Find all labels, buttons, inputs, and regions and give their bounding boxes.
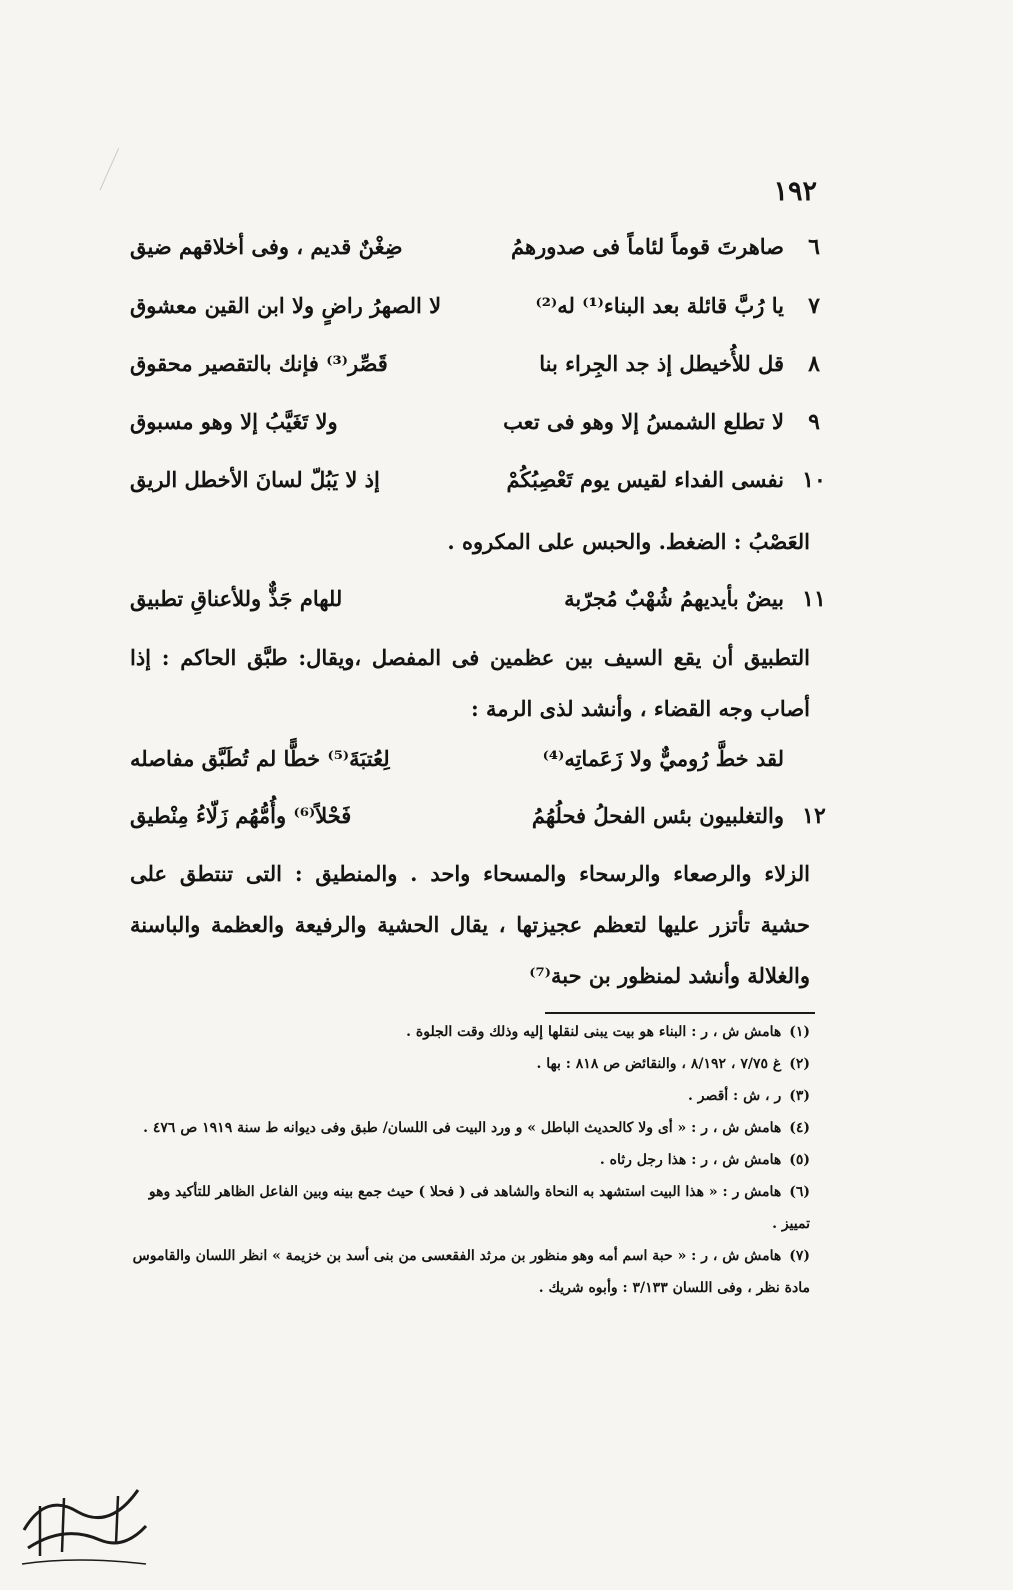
verse-second-hemistich: ولا تَغَيَّبُ إلا وهو مسبوق [130,409,338,434]
verse-number: ١١ [802,586,826,612]
verse-second-hemistich: قَصِّر⁽³⁾ فإنك بالتقصير محقوق [130,351,388,376]
verse-second-hemistich: لا الصهرُ راضٍ ولا ابن القين معشوق [130,293,442,318]
verse-first-hemistich: قل للأُخيطل إذ جد الجِراء بنا [539,351,784,376]
verse-number: ٨ [808,351,820,377]
verse-first-hemistich: بيضٌ بأيديهمُ شُهْبٌ مُجرّبة [564,586,784,611]
footnote-text: غ ٧/٧٥ ، ٨/١٩٢ ، والنقائض ص ٨١٨ : بها . [536,1056,782,1072]
footnote [130,1112,810,1144]
scan-mark [99,148,135,198]
verse-second-hemistich: ضِغْنٌ قديم ، وفى أخلاقهم ضيق [130,234,403,259]
verse-first-hemistich: يا رُبَّ قائلة بعد البناء⁽¹⁾ له⁽²⁾ [535,293,784,318]
verse-first-hemistich: صاهرتَ قوماً لئاماً فى صدورهمُ [511,234,784,259]
footnote [130,1016,810,1048]
gloss-asb: العَصْبُ : الضغط. والحبس على المكروه . [447,529,810,554]
footnote-marker: (٣) [789,1088,810,1104]
footnote-marker: (٥) [789,1152,810,1168]
footnote-text: هامش ش ، ر : البناء هو بيت يبنى لنقلها إليه وذلك وقت الجلوة . [406,1024,782,1040]
verse-line [130,580,830,632]
verse-number: ١٠ [802,467,826,493]
footnote-text: هامش ش ، ر : « حبة اسم أمه وهو منظور بن مرثد الفقعسى من بنى أسد بن خزيمة » انظر اللسان والقاموس مادة نظر ، وفى اللسان ٣/١٣٣ : وأبوه شريك . [132,1248,810,1296]
verse-first-hemistich: والتغلبيون بئس الفحلُ فحلُهُمُ [531,803,784,828]
verse-second-hemistich: لِعُتبَةَ⁽⁵⁾ خطًّا لم تُطَبَّق مفاصله [130,746,390,771]
page-number: ١٩٢ [773,176,817,207]
verse-line [130,287,830,339]
verse-line [130,461,830,513]
verse-second-hemistich: فَحْلاً⁽⁶⁾ وأُمُّهُم زَلّاءُ مِنْطيق [130,803,352,828]
verse-line [130,345,830,397]
footnote-text: هامش ش ، ر : « أى ولا كالحديث الباطل » و ورد البيت فى اللسان/ طبق وفى ديوانه ط سنة ١٩١٩ ص ٤٧٦ . [143,1120,782,1136]
verse-number: ٦ [808,234,820,260]
footnote-text: ر ، ش : أقصر . [687,1088,782,1104]
footnote [130,1080,810,1112]
verse-second-hemistich: للهام جَذٌّ وللأعناقِ تطبيق [130,586,343,611]
footnote-marker: (٢) [789,1056,810,1072]
verse-line [130,403,830,455]
verse-first-hemistich: لقد خطَّ رُوميٌّ ولا زَعَماتِه⁽⁴⁾ [542,746,784,771]
footnote-marker: (٤) [789,1120,810,1136]
gloss-zalla: الزلاء والرصعاء والرسحاء والمسحاء واحد . والمنطيق : التى تنتطق على حشية تأتزر عليها لتعظم عجيزتها ، يقال الحشية والرفيعة والعظمة والباسنة والغلالة وأنشد لمنظور بن حبة⁽⁷⁾ [130,861,810,988]
quoted-verse-line [130,740,830,792]
footnote-marker: (٦) [789,1184,810,1200]
verse-line [130,797,830,849]
footnote-marker: (١) [789,1024,810,1040]
verse-line [130,228,830,280]
footnote-separator [545,1012,815,1014]
verse-number: ٩ [808,409,820,435]
footnote [130,1176,810,1240]
verse-number: ١٢ [802,803,826,829]
footnote [130,1144,810,1176]
footnotes [130,1016,810,1304]
footnote [130,1240,810,1304]
footnote-marker: (٧) [789,1248,810,1264]
footnote-text: هامش ر : « هذا البيت استشهد به النحاة والشاهد فى ( فحلا ) حيث جمع بينه وبين الفاعل الظاهر للتأكيد وهو تمييز . [148,1184,810,1232]
footnote [130,1048,810,1080]
verse-number: ٧ [808,293,820,319]
verse-second-hemistich: إذ لا يَبُلّ لسانَ الأخطل الريق [130,467,380,492]
verse-first-hemistich: نفسى الفداء لقيس يوم تَعْصِبُكُمْ [506,467,784,492]
gloss-tatbiq: التطبيق أن يقع السيف بين عظمين فى المفصل ،ويقال: طبَّق الحاكم : إذا أصاب وجه القضاء ، وأنشد لذى الرمة : [130,645,810,721]
calligraphy-logo [6,1468,156,1578]
verse-first-hemistich: لا تطلع الشمسُ إلا وهو فى تعب [503,409,784,434]
footnote-text: هامش ش ، ر : هذا رجل رثاه . [599,1152,782,1168]
